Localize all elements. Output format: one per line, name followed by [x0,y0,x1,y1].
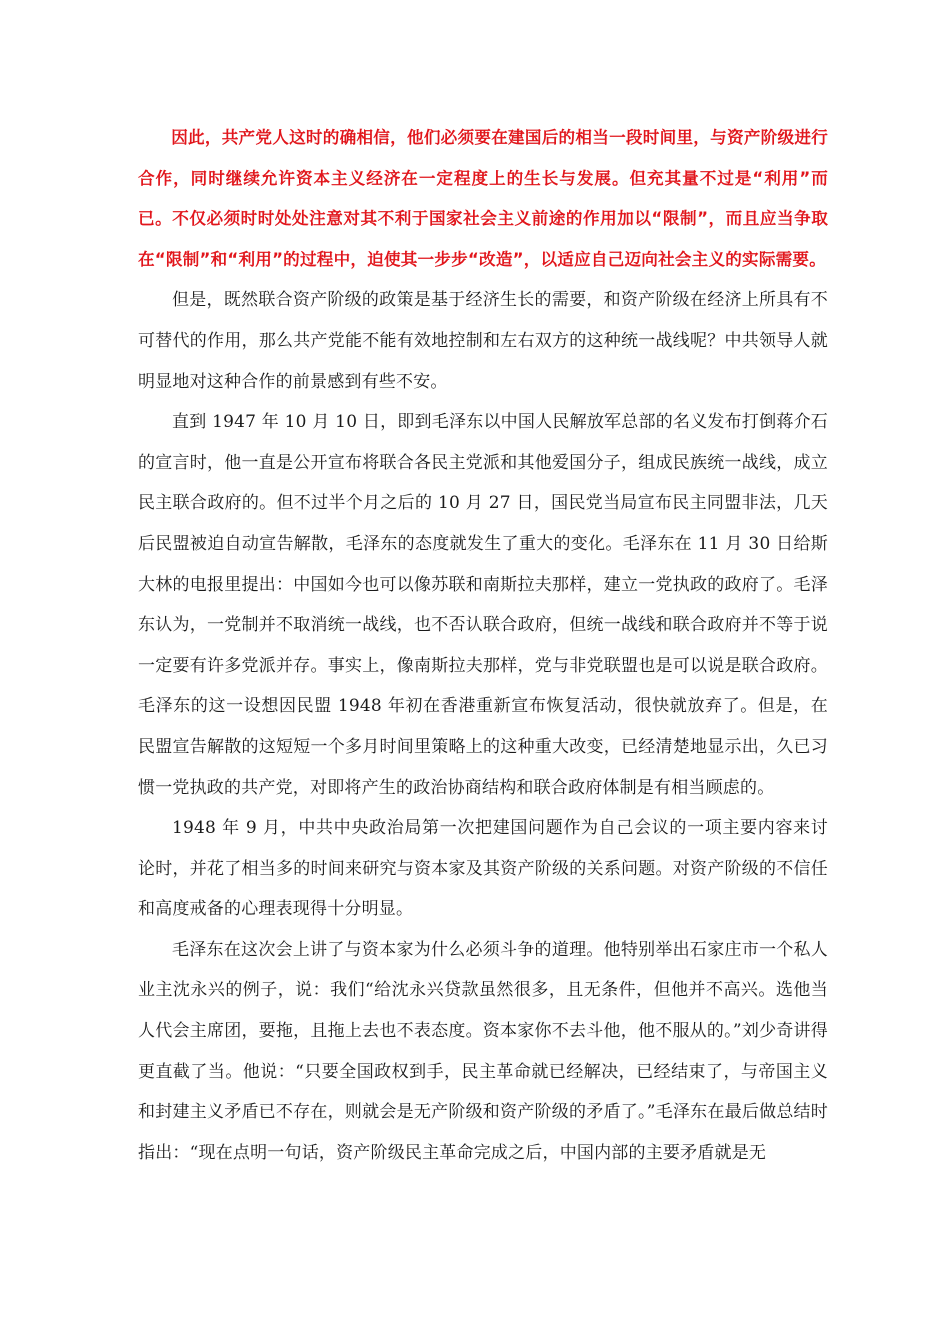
body-paragraph: 毛泽东在这次会上讲了与资本家为什么必须斗争的道理。他特别举出石家庄市一个私人业主沈永兴的例子，说：我们“给沈永兴贷款虽然很多，且无条件，但他并不高兴。选他当人代会主席团，要拖，且拖上去也不表态度。资本家你不去斗他，他不服从的。”刘少奇讲得更直截了当。他说：“只要全国政权到手，民主革命就已经解决，已经结束了，与帝国主义和封建主义矛盾已不存在，则就会是无产阶级和资产阶级的矛盾了。”毛泽东在最后做总结时指出：“现在点明一句话，资产阶级民主革命完成之后，中国内部的主要矛盾就是无 [138,939,828,1163]
highlighted-paragraph: 因此，共产党人这时的确相信，他们必须要在建国后的相当一段时间里，与资产阶级进行合作，同时继续允许资本主义经济在一定程度上的生长与发展。但充其量不过是“利用”而已。不仅必须时时处处注意对其不利于国家社会主义前途的作用加以“限制”，而且应当争取在“限制”和“利用”的过程中，迫使其一步步“改造”，以适应自己迈向社会主义的实际需要。 [138,128,828,269]
body-paragraph: 但是，既然联合资产阶级的政策是基于经济生长的需要，和资产阶级在经济上所具有不可替代的作用，那么共产党能不能有效地控制和左右双方的这种统一战线呢？中共领导人就明显地对这种合作的前景感到有些不安。 [138,290,828,392]
document-page [138,118,828,1173]
body-paragraph: 直到 1947 年 10 月 10 日，即到毛泽东以中国人民解放军总部的名义发布打倒蒋介石的宣言时，他一直是公开宣布将联合各民主党派和其他爱国分子，组成民族统一战线，成立民主联合政府的。但不过半个月之后的 10 月 27 日，国民党当局宣布民主同盟非法，几天后民盟被迫自动宣告解散，毛泽东的态度就发生了重大的变化。毛泽东在 11 月 30 日给斯大林的电报里提出：中国如今也可以像苏联和南斯拉夫那样，建立一党执政的政府了。毛泽东认为，一党制并不取消统一战线，也不否认联合政府，但统一战线和联合政府并不等于说一定要有许多党派并存。事实上，像南斯拉夫那样，党与非党联盟也是可以说是联合政府。毛泽东的这一设想因民盟 1948 年初在香港重新宣布恢复活动，很快就放弃了。但是，在民盟宣告解散的这短短一个多月时间里策略上的这种重大改变，已经清楚地显示出，久已习惯一党执政的共产党，对即将产生的政治协商结构和联合政府体制是有相当顾虑的。 [138,412,828,798]
body-paragraph: 1948 年 9 月，中共中央政治局第一次把建国问题作为自己会议的一项主要内容来讨论时，并花了相当多的时间来研究与资本家及其资产阶级的关系问题。对资产阶级的不信任和高度戒备的心理表现得十分明显。 [138,818,828,920]
